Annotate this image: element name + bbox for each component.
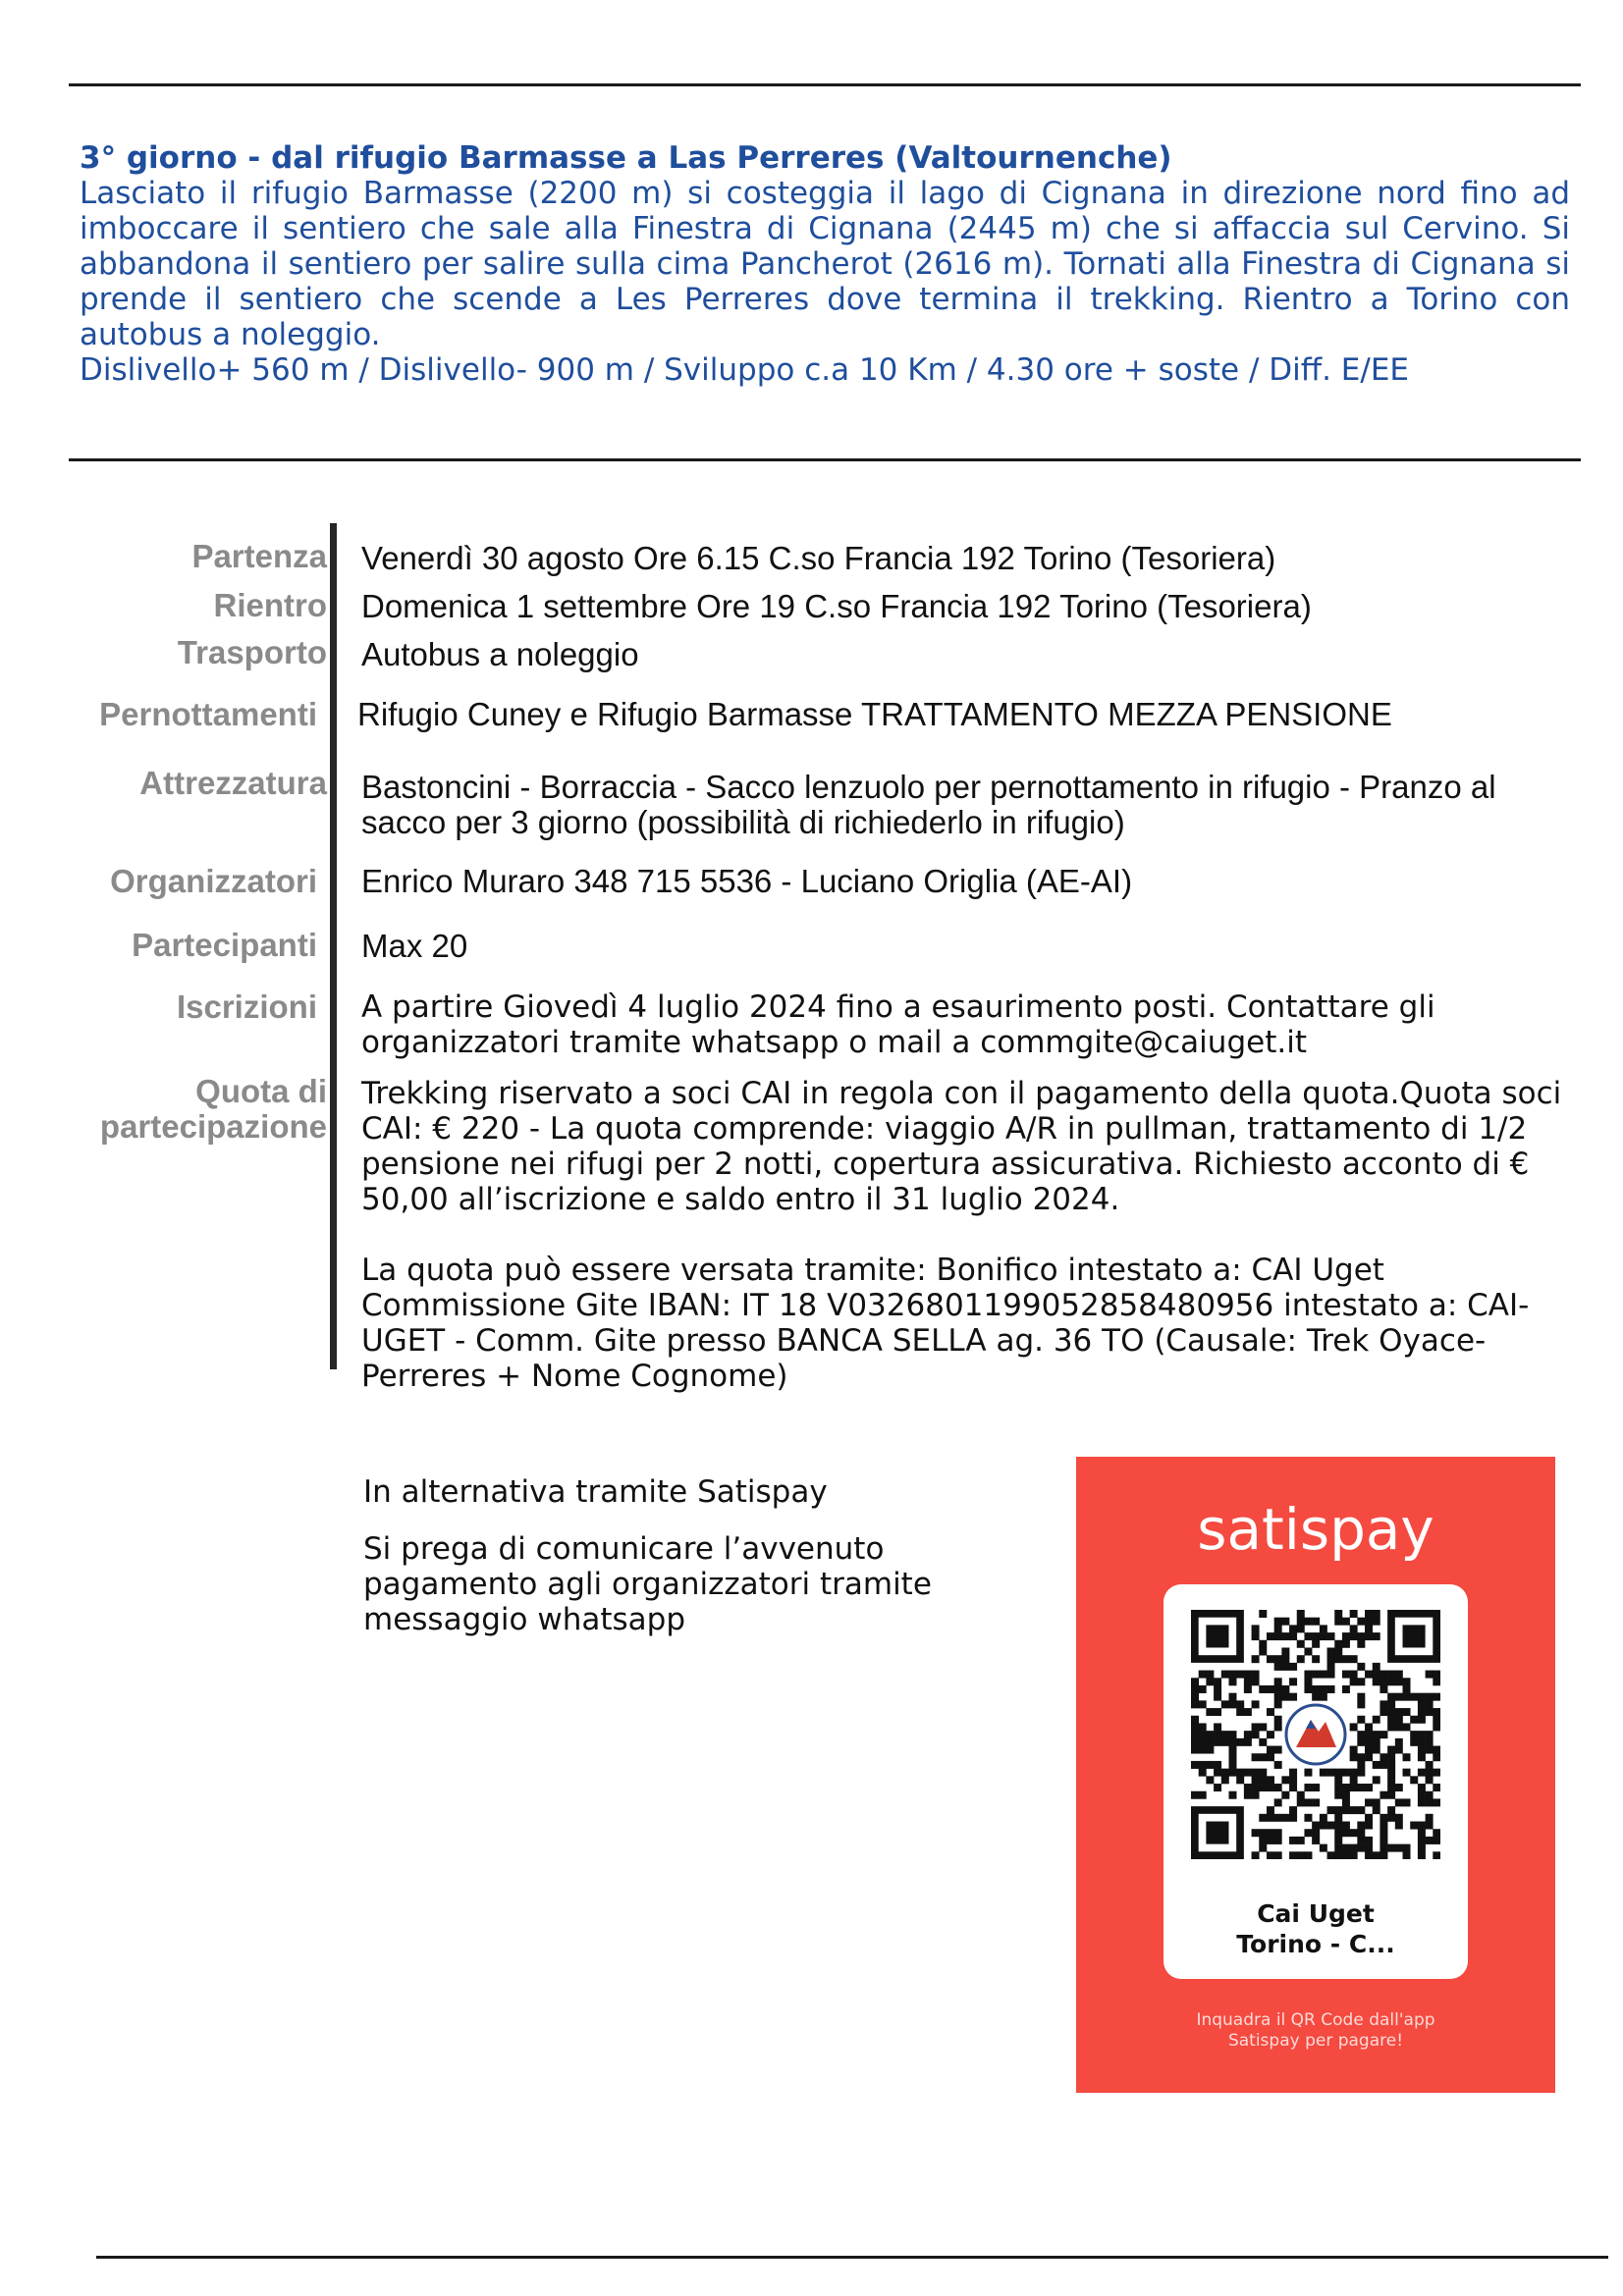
quota-label-line1: Quota di <box>195 1073 327 1109</box>
pernottamenti-label: Pernottamenti <box>99 696 317 732</box>
quota-label <box>100 1074 327 1145</box>
partecipanti-label: Partecipanti <box>132 927 317 963</box>
quota-value-fee: Trekking riservato a soci CAI in regola con il pagamento della quota.Quota soci CAI: € 220 - La quota comprende: viaggio A/R in pullman, trattamento di 1/2 pensione nei rifugi per 2 notti, copertura assicurativa. Richiesto acconto di € 50,00 all’iscrizione e saldo entro il 31 luglio 2024. <box>361 1076 1562 1217</box>
partecipanti-value: Max 20 <box>361 928 468 964</box>
satispay-footer <box>1076 2010 1555 2052</box>
satispay-qr-card[interactable] <box>1163 1584 1468 1979</box>
rientro-value: Domenica 1 settembre Ore 19 C.so Francia 192 Torino (Tesoriera) <box>361 588 1312 624</box>
iscrizioni-value: A partire Giovedì 4 luglio 2024 fino a esaurimento posti. Contattare gli organizzatori tramite whatsapp o mail a commgite@caiuget.it <box>361 989 1435 1060</box>
middle-rule <box>69 458 1581 461</box>
day-stats: Dislivello+ 560 m / Dislivello- 900 m / Sviluppo c.a 10 Km / 4.30 ore + soste / Diff. E/EE <box>80 352 1409 388</box>
partenza-value: Venerdì 30 agosto Ore 6.15 C.so Francia 192 Torino (Tesoriera) <box>361 540 1276 576</box>
alternative-line1: In alternativa tramite Satispay <box>363 1474 828 1510</box>
info-vertical-bar <box>330 523 337 1369</box>
satispay-merchant <box>1163 1898 1468 1959</box>
alternative-line2: Si prega di comunicare l’avvenuto pagamento agli organizzatori tramite messaggio whatsapp <box>363 1531 932 1637</box>
day-section <box>80 140 1570 388</box>
satispay-panel <box>1076 1457 1555 2093</box>
attrezzatura-label: Attrezzatura <box>139 765 327 801</box>
top-rule <box>69 83 1581 86</box>
quota-label-line2: partecipazione <box>99 1108 327 1145</box>
attrezzatura-value: Bastoncini - Borraccia - Sacco lenzuolo per pernottamento in rifugio - Pranzo al sacco per 3 giorno (possibilità di richiederlo in rifugio) <box>361 769 1496 840</box>
merchant-line2: Torino - C... <box>1236 1930 1395 1958</box>
trasporto-value: Autobus a noleggio <box>361 636 639 672</box>
day-title: 3° giorno - dal rifugio Barmasse a Las Perreres (Valtournenche) <box>80 140 1172 176</box>
footer-line1: Inquadra il QR Code dall'app <box>1196 2010 1435 2030</box>
alternative-satispay-text <box>363 1474 972 1637</box>
trasporto-label: Trasporto <box>177 634 327 670</box>
qr-code-icon[interactable] <box>1191 1610 1440 1859</box>
rientro-label: Rientro <box>213 587 327 623</box>
footer-line2: Satispay per pagare! <box>1227 2031 1404 2051</box>
bottom-rule <box>96 2256 1608 2259</box>
satispay-brand: satispay <box>1197 1496 1434 1563</box>
organizzatori-label: Organizzatori <box>110 863 317 899</box>
partenza-label: Partenza <box>191 538 327 574</box>
quota-value-payment: La quota può essere versata tramite: Bonifico intestato a: CAI Uget Commissione Gite IBAN: IT 18 V0326801199052858480956 intestato a: CAI-UGET - Comm. Gite presso BANCA SELLA ag. 36 TO (Causale: Trek Oyace-Perreres + Nome Cognome) <box>361 1253 1530 1394</box>
organizzatori-value: Enrico Muraro 348 715 5536 - Luciano Origlia (AE-AI) <box>361 863 1133 899</box>
merchant-line1: Cai Uget <box>1257 1899 1375 1928</box>
iscrizioni-label: Iscrizioni <box>176 988 317 1025</box>
day-description: Lasciato il rifugio Barmasse (2200 m) si costeggia il lago di Cignana in direzione nord fino ad imboccare il sentiero che sale alla Finestra di Cignana (2445 m) che si affaccia sul Cervino. Si abbandona il sentiero per salire sulla cima Pancherot (2616 m). Tornati alla Finestra di Cignana si prende il sentiero che scende a Les Perreres dove termina il trekking. Rientro a Torino con autobus a noleggio. <box>80 176 1570 352</box>
quota-value <box>361 1076 1564 1394</box>
pernottamenti-value: Rifugio Cuney e Rifugio Barmasse TRATTAMENTO MEZZA PENSIONE <box>357 696 1392 732</box>
